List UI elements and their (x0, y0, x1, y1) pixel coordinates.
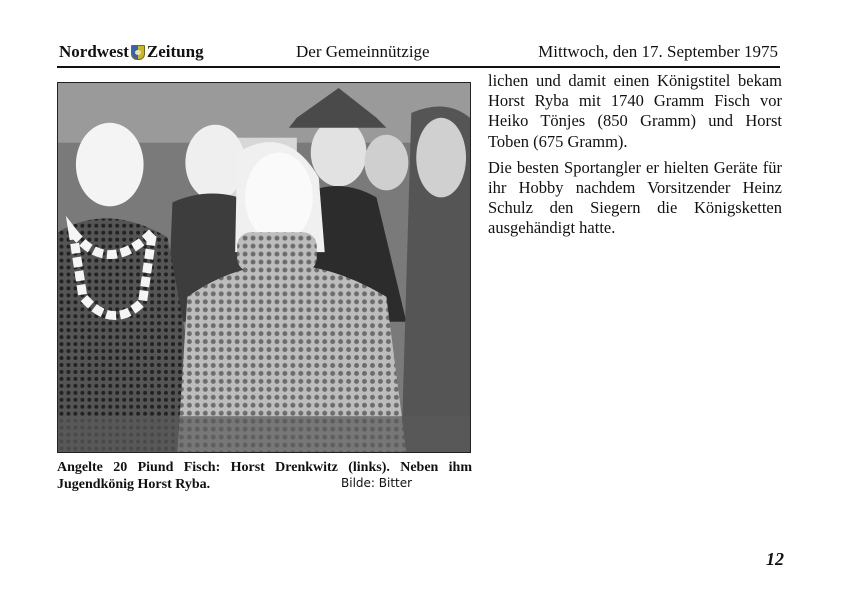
news-photo (57, 82, 471, 453)
photo-caption-text: Angelte 20 Piund Fisch: Horst Drenkwitz (links). Neben ihm Jugendkönig Horst Ryba. (57, 460, 472, 492)
article-paragraph: Die besten Sportangler er hielten Geräte für ihr Hobby nachdem Vorsitzender Heinz Schulz den Siegern die Königsketten ausgehändigt hatte. (488, 157, 782, 238)
newspaper-header (57, 42, 780, 68)
page-number: 12 (766, 549, 784, 569)
photo-illustration (58, 83, 470, 452)
article-paragraph: lichen und damit einen Königstitel bekam Horst Ryba mit 1740 Gramm Fisch vor Heiko Tönjes (850 Gramm) und Horst Toben (675 Gramm). (488, 71, 782, 151)
photo-credit: Bilde: Bitter (341, 476, 413, 490)
article-column (488, 71, 782, 245)
newspaper-title-part1: Nordwest (59, 42, 129, 61)
issue-date: Mittwoch, den 17. September 1975 (538, 42, 778, 61)
coat-of-arms-icon (131, 45, 145, 60)
newspaper-title-part2: Zeitung (146, 42, 204, 61)
section-title: Der Gemeinnützige (296, 42, 430, 61)
newspaper-title (59, 42, 204, 62)
